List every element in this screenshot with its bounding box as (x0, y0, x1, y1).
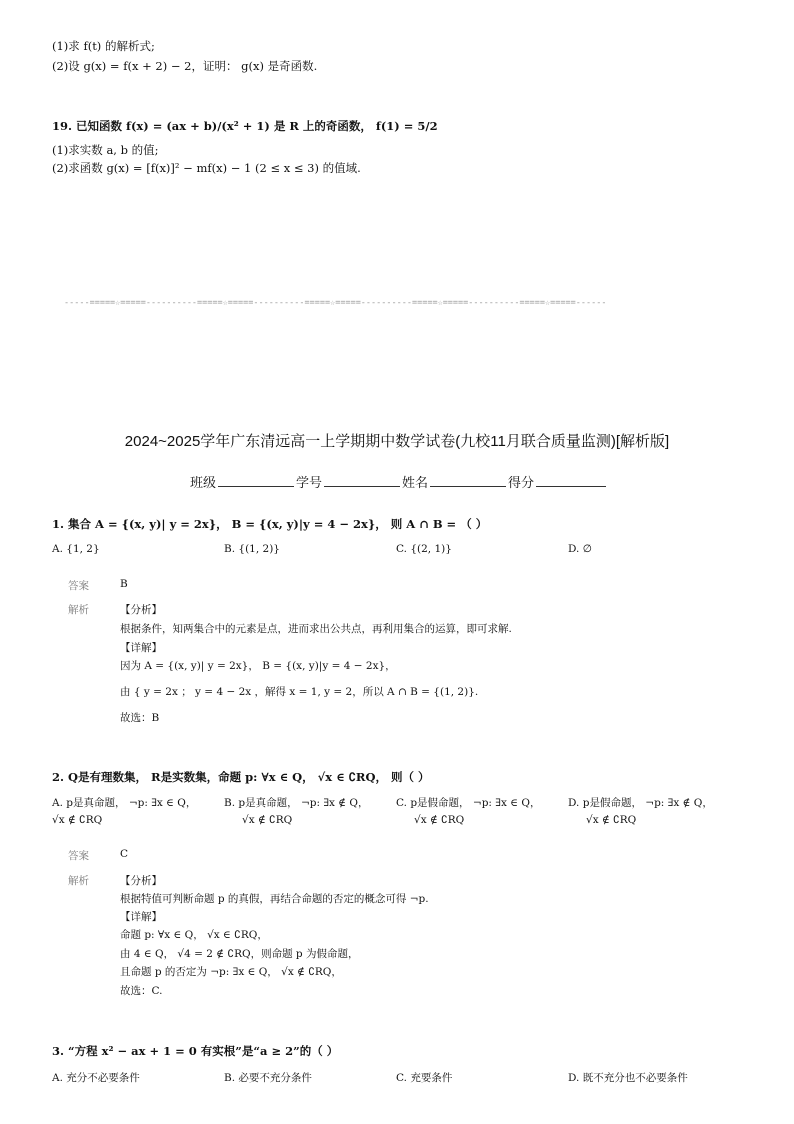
q2-analysis-line: 故选：C. (120, 985, 163, 997)
q19-part2: (2)求函数 g(x) = [f(x)]² − mf(x) − 1 (2 ≤ x ≤ 3) 的值域. (52, 161, 361, 175)
q2-option-d-line1: D. p是假命题， ¬p: ∃x ∉ Q， (568, 797, 713, 809)
q1-analysis-line: 故选：B (120, 712, 160, 724)
q2-option-a-line1: A. p是真命题， ¬p: ∃x ∈ Q， (52, 797, 197, 809)
q3-option-c: C. 充要条件 (396, 1072, 453, 1084)
q1-analysis-label: 解析 (68, 604, 89, 616)
q2-option-c-line2: √x ∉ ∁RQ (414, 814, 465, 826)
q1-analysis-line: 根据条件，知两集合中的元素是点，进而求出公共点，再利用集合的运算，即可求解. (120, 623, 512, 635)
class-label: 班级 (190, 475, 217, 490)
q2-option-c-line1: C. p是假命题， ¬p: ∃x ∈ Q， (396, 797, 541, 809)
q1-option-a: A. {1, 2} (52, 543, 100, 555)
section-divider: -----=====☆=====----------=====☆=====----------=====☆=====----------=====☆=====----------=====☆=====------ (64, 298, 607, 308)
q18-part1: (1)求 f(t) 的解析式; (52, 39, 155, 53)
q2-analysis-line: 【分析】 (120, 875, 162, 887)
score-blank (536, 474, 606, 487)
q1-analysis-line: 由 { y = 2x ； y = 4 − 2x ，解得 x = 1, y = 2，所以 A ∩ B = {(1, 2)}. (120, 686, 479, 698)
q1-analysis-line: 【详解】 (120, 642, 162, 654)
q3-option-d: D. 既不充分也不必要条件 (568, 1072, 688, 1084)
q2-analysis-line: 根据特值可判断命题 p 的真假，再结合命题的否定的概念可得 ¬p. (120, 893, 429, 905)
exam-title: 2024~2025学年广东清远高一上学期期中数学试卷(九校11月联合质量监测)[解析版] (124, 433, 670, 450)
q2-analysis-label: 解析 (68, 875, 89, 887)
q1-answer: B (120, 578, 128, 590)
q2-answer-label: 答案 (68, 850, 89, 862)
class-blank (218, 474, 294, 487)
q1-analysis-line: 【分析】 (120, 604, 162, 616)
q2-option-b (224, 795, 394, 826)
name-label: 姓名 (402, 475, 429, 490)
q19-stem: 19. 已知函数 f(x) = (ax + b)/(x² + 1) 是 R 上的奇函数， f(1) = 5/2 (52, 119, 438, 133)
q1-option-d: D. ∅ (568, 543, 592, 555)
name-blank (430, 474, 506, 487)
q19-part1: (1)求实数 a, b 的值; (52, 143, 159, 157)
q2-option-d-line2: √x ∉ ∁RQ (586, 814, 637, 826)
q2-option-a (52, 795, 222, 826)
q1-option-b: B. {(1, 2)} (224, 543, 280, 555)
q1-answer-label: 答案 (68, 580, 89, 592)
q2-analysis-line: 且命题 p 的否定为 ¬p: ∃x ∈ Q， √x ∉ ∁RQ， (120, 966, 342, 978)
q2-stem: 2. Q是有理数集， R是实数集，命题 p: ∀x ∈ Q， √x ∈ ∁RQ， 则（ ） (52, 770, 430, 784)
q2-option-c (396, 795, 566, 826)
id-blank (324, 474, 400, 487)
student-info-line (190, 472, 608, 491)
q2-option-b-line2: √x ∉ ∁RQ (242, 814, 293, 826)
q2-analysis-line: 由 4 ∈ Q， √4 = 2 ∉ ∁RQ，则命题 p 为假命题， (120, 948, 359, 960)
q2-analysis-line: 命题 p: ∀x ∈ Q， √x ∈ ∁RQ， (120, 929, 268, 941)
score-label: 得分 (508, 475, 535, 490)
q2-analysis-line: 【详解】 (120, 911, 162, 923)
q3-stem: 3. “方程 x² − ax + 1 = 0 有实根”是“a ≥ 2”的（ ） (52, 1044, 339, 1058)
q2-answer: C (120, 848, 129, 860)
q3-option-b: B. 必要不充分条件 (224, 1072, 312, 1084)
q1-option-c: C. {(2, 1)} (396, 543, 452, 555)
q2-option-a-line2: √x ∉ ∁RQ (52, 814, 103, 826)
q3-option-a: A. 充分不必要条件 (52, 1072, 140, 1084)
q2-option-b-line1: B. p是真命题， ¬p: ∃x ∉ Q， (224, 797, 369, 809)
q1-stem: 1. 集合 A = {(x, y)| y = 2x}， B = {(x, y)|y = 4 − 2x}， 则 A ∩ B = （ ） (52, 517, 488, 531)
id-label: 学号 (296, 475, 323, 490)
q1-analysis-line: 因为 A = {(x, y)| y = 2x}， B = {(x, y)|y = 4 − 2x}， (120, 660, 396, 672)
q2-option-d (568, 795, 768, 826)
q18-part2: (2)设 g(x) = f(x + 2) − 2，证明： g(x) 是奇函数. (52, 59, 318, 73)
